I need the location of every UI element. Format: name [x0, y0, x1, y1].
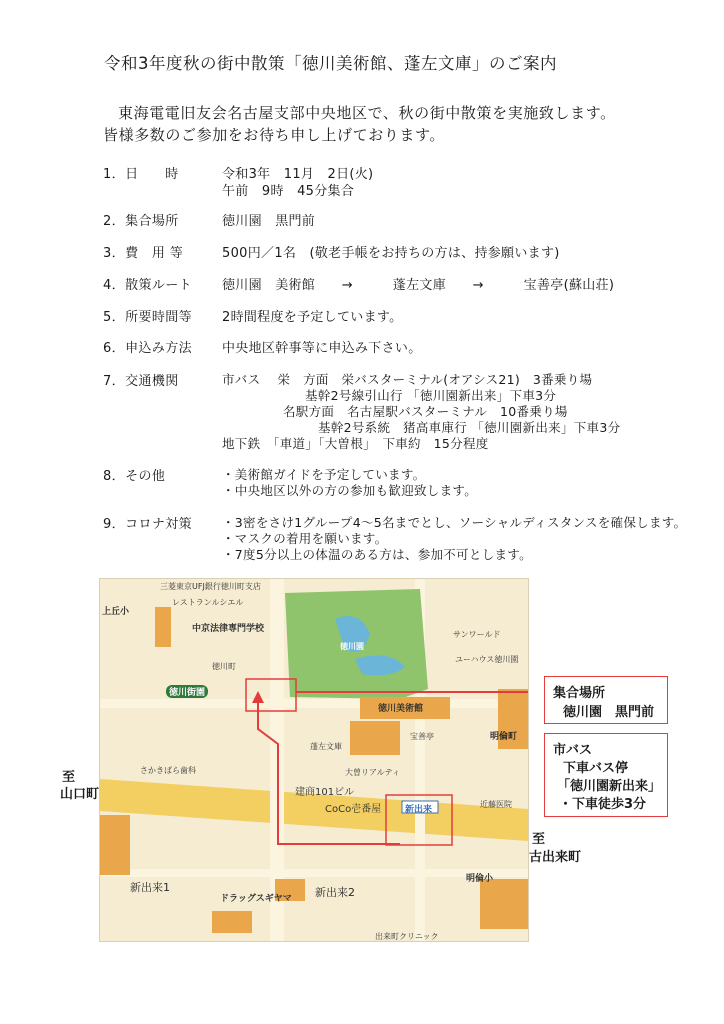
- area-map: [99, 578, 529, 942]
- item-fee-label: 3．費 用 等: [103, 246, 184, 261]
- item-fee-value: 500円／1名 (敬老手帳をお持ちの方は、持参願います): [222, 246, 560, 261]
- item-transport-line-2: 基幹2号線引山行 「徳川園新出来」下車3分: [305, 388, 557, 403]
- item-other-label: 8．その他: [103, 469, 166, 484]
- item-place-label: 2．集合場所: [103, 214, 179, 229]
- map-label-school: 中京法律専門学校: [192, 624, 265, 634]
- right-to-label: 至: [532, 832, 546, 847]
- left-place-label: 山口町: [60, 787, 100, 802]
- item-time-value: 2時間程度を予定しています。: [222, 310, 403, 325]
- item-date-line-2: 午前 9時 45分集合: [222, 184, 355, 199]
- item-transport-label: 7．交通機関: [103, 374, 179, 389]
- item-transport-line-3: 名駅方面 名古屋駅バスターミナル 10番乗り場: [283, 404, 568, 419]
- map-label-shindeki1: 新出来1: [130, 881, 170, 894]
- map-label-restaurant: レストランルシエル: [172, 598, 244, 607]
- meeting-callout: [544, 676, 668, 724]
- intro-line-2: 皆様多数のご参加をお待ち申し上げております。: [103, 126, 446, 144]
- item-corona-label: 9．コロナ対策: [103, 517, 193, 532]
- map-label-hosa: 蓬左文庫: [310, 742, 342, 751]
- map-label-hozentei: 宝善亭: [410, 732, 434, 741]
- map-label-shindeki2: 新出来2: [315, 886, 355, 899]
- museum-annex: [350, 721, 400, 755]
- right-place-label: 古出来町: [529, 850, 582, 865]
- item-corona-line-1: ・3密をさけ1グループ4～5名までとし、ソーシャルディスタンスを確保します。: [222, 515, 687, 530]
- item-transport-line-5: 地下鉄 「車道」「大曽根」 下車約 15分程度: [222, 436, 489, 451]
- map-label-daiko: 大曽リアルティ: [345, 768, 401, 777]
- block-3: [100, 815, 130, 875]
- map-label-tokugawa-garden: 徳川街園: [166, 685, 208, 698]
- map-label-sakai: さかきばら歯科: [140, 766, 196, 775]
- meeting-callout-title: 集合場所: [553, 686, 606, 701]
- item-place-value: 徳川園 黒門前: [222, 214, 316, 229]
- bus-callout-title: 市バス: [553, 743, 593, 758]
- road-horizontal-1: [100, 699, 528, 708]
- item-apply-value: 中央地区幹事等に申込み下さい。: [222, 341, 422, 356]
- item-route-value: 徳川園 美術館 → 蓬左文庫 → 宝善亭(蘇山荘): [222, 278, 615, 293]
- map-label-meirin: 明倫町: [490, 732, 518, 742]
- item-transport-line-4: 基幹2号系統 猪高車庫行 「徳川園新出来」下車3分: [318, 420, 621, 435]
- map-label-park: 徳川園: [340, 642, 364, 651]
- item-other-line-1: ・美術館ガイドを予定しています。: [222, 467, 426, 482]
- block-5: [212, 911, 252, 933]
- map-label-building: 建商101ビル: [295, 787, 355, 798]
- item-time-label: 5．所要時間等: [103, 310, 193, 325]
- item-transport-line-1: 市バス 栄 方面 栄バスターミナル(オアシス21) 3番乗り場: [222, 372, 593, 387]
- map-label-drugstore: ドラッグスギヤマ: [220, 894, 292, 904]
- map-label-hospital: 近藤医院: [480, 800, 512, 809]
- bus-callout-walk: ・下車徒歩3分: [559, 797, 647, 812]
- intro-line-1: 東海電電旧友会名古屋支部中央地区で、秋の街中散策を実施致します。: [118, 104, 616, 122]
- item-corona-line-3: ・7度5分以上の体温のある方は、参加不可とします。: [222, 547, 532, 562]
- map-label-yuhaus: ユーハウス徳川園: [455, 655, 519, 664]
- item-route-label: 4．散策ルート: [103, 278, 193, 293]
- map-label-museum: 徳川美術館: [378, 704, 424, 714]
- map-label-clinic: 出来町クリニック: [375, 932, 439, 941]
- bus-callout-stop: 下車バス停: [563, 761, 629, 776]
- road-horizontal-2: [100, 869, 528, 877]
- left-to-label: 至: [62, 770, 76, 785]
- page-title: 令和3年度秋の街中散策「徳川美術館、蓬左文庫」のご案内: [104, 54, 557, 73]
- map-label-sanworld: サンワールド: [453, 630, 501, 639]
- map-label-bank: 三菱東京UFJ銀行徳川町支店: [160, 582, 261, 591]
- item-date-line-1: 令和3年 11月 2日(火): [222, 167, 374, 182]
- bus-callout: [544, 733, 668, 817]
- item-corona-line-2: ・マスクの着用を願います。: [222, 531, 388, 546]
- item-date-label: 1．日 時: [103, 167, 179, 182]
- block-1: [155, 607, 171, 647]
- map-label-shindeki-stop: 新出来: [405, 805, 433, 815]
- map-label-tokugawa-machi: 徳川町: [212, 662, 236, 671]
- bus-callout-name: 「徳川園新出来」: [557, 779, 662, 794]
- block-4: [480, 879, 528, 929]
- item-apply-label: 6．申込み方法: [103, 341, 193, 356]
- map-label-coco: CoCo壱番屋: [325, 804, 382, 815]
- item-other-line-2: ・中央地区以外の方の参加も歓迎致します。: [222, 483, 478, 498]
- map-label-kamiyama: 上丘小: [102, 607, 130, 617]
- meeting-callout-place: 徳川園 黒門前: [563, 705, 655, 720]
- route-arrow: [252, 691, 264, 703]
- map-label-meirin-es: 明倫小: [466, 874, 494, 884]
